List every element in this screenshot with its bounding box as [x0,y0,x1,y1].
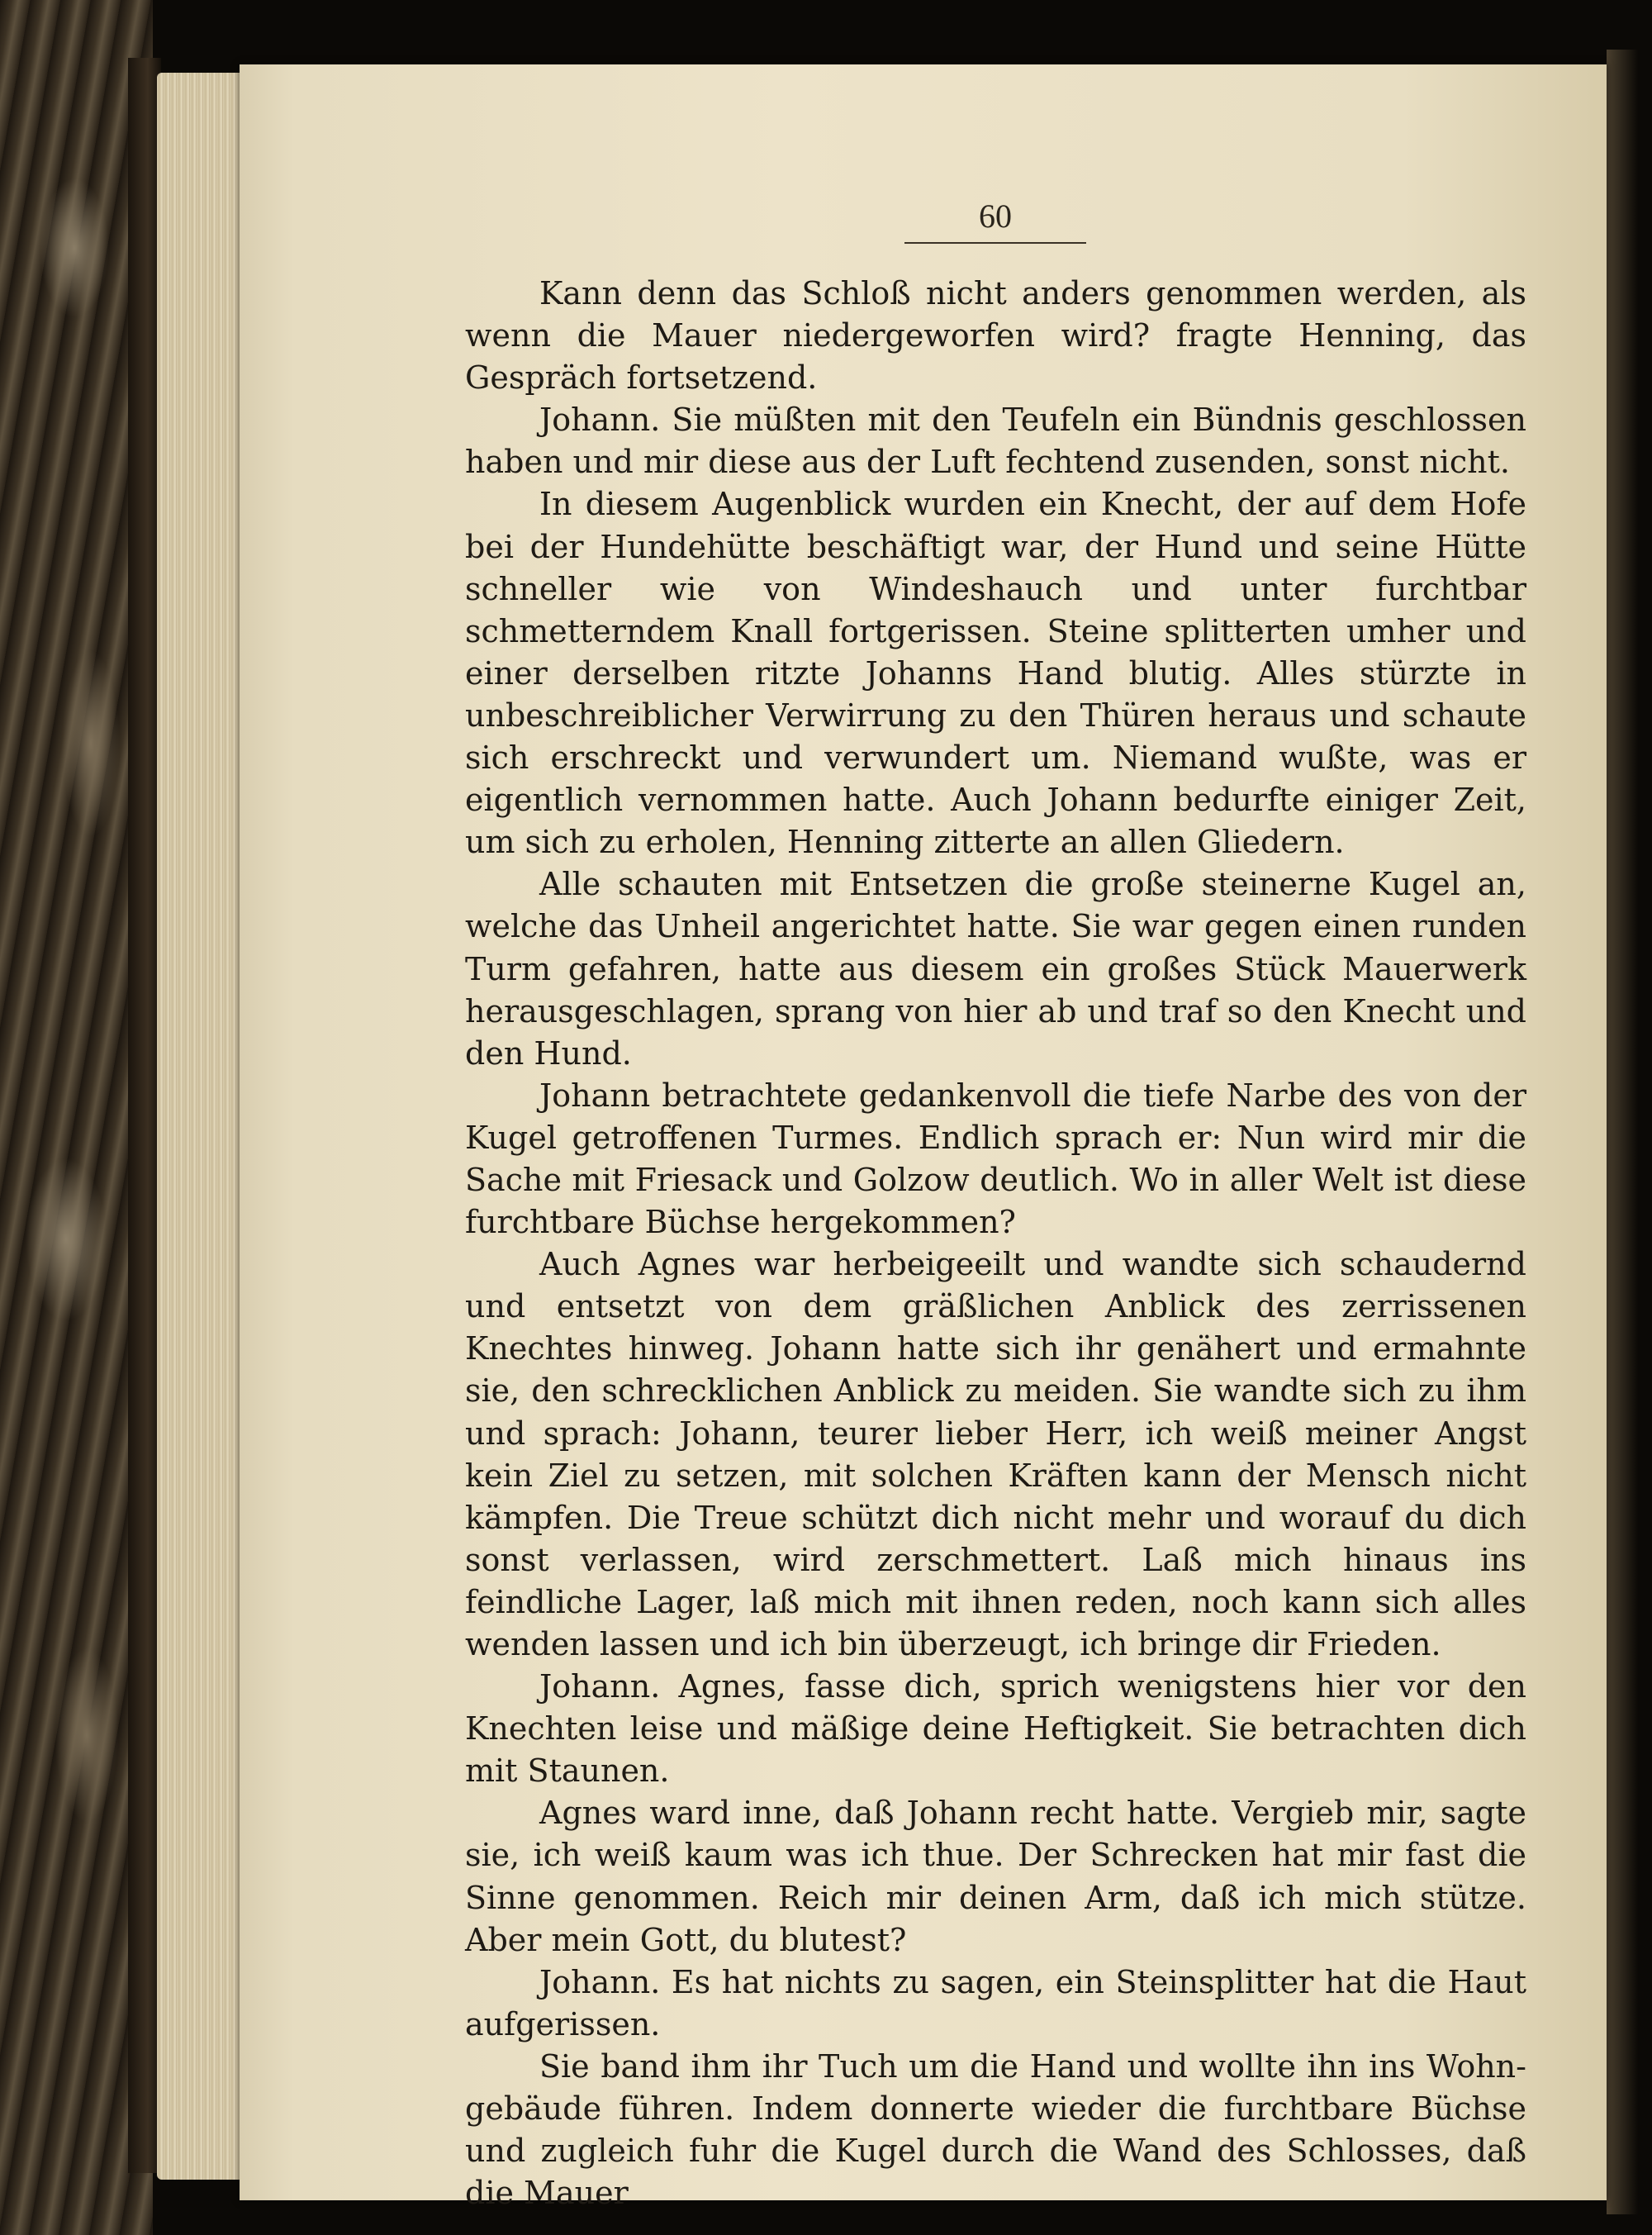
page-body [465,273,1526,2214]
paragraph: Auch Agnes war herbeigeeilt und wandte sich schaudernd und entsetzt von dem gräßlichen Anblick des zerrissenen Knechtes hinweg. Johann hatte sich ihr genähert und ermahnte sie, den schrecklichen Anblick zu meiden. Sie wandte sich zu ihm und sprach: Johann, teurer lieber Herr, ich weiß meiner Angst kein Ziel zu setzen, mit solchen Kräften kann der Mensch nicht kämpfen. Die Treue schützt dich nicht mehr und worauf du dich sonst verlassen, wird zerschmettert. Laß mich hinaus ins feindliche Lager, laß mich mit ihnen reden, noch kann sich alles wenden lassen und ich bin überzeugt, ich bringe dir Frieden. [465,1246,1526,1662]
paragraph: In diesem Augenblick wurden ein Knecht, der auf dem Hofe bei der Hundehütte beschäftigt war, der Hund und seine Hütte schneller wie von Windeshauch und unter furchtbar schmetterndem Knall fortgerissen. Steine splitterten umher und einer derselben ritzte Johanns Hand blutig. Alles stürzte in unbeschreiblicher Verwirrung zu den Thüren heraus und schaute sich erschreckt und verwundert um. Niemand wußte, was er eigentlich vernommen hatte. Auch Johann bedurfte einiger Zeit, um sich zu erholen, Henning zitterte an allen Gliedern. [465,486,1526,861]
paragraph: Johann betrachtete gedankenvoll die tiefe Narbe des von der Kugel getroffenen Turmes. Endlich sprach er: Nun wird mir die Sache mit Friesack und Golzow deutlich. Wo in aller Welt ist diese furchtbare Büchse hergekommen? [465,1077,1526,1241]
paragraph: Kann denn das Schloß nicht anders genommen werden, als wenn die Mauer niedergeworfen wird? fragte Henning, das Gespräch fortsetzend. [465,275,1526,397]
cover-edge [128,58,161,2173]
page-edges [157,73,248,2180]
paragraph: Johann. Es hat nichts zu sagen, ein Steinsplitter hat die Haut aufgerissen. [465,1963,1526,2042]
gutter-shadow [1607,50,1652,2214]
paragraph: Johann. Agnes, fasse dich, sprich wenigstens hier vor den Knechten leise und mäßige deine Heftigkeit. Sie betrachten dich mit Staunen. [465,1668,1526,1790]
paragraph: Johann. Sie müßten mit den Teufeln ein Bündnis geschlossen haben und mir diese aus der Luft fechtend zusenden, sonst nicht. [465,402,1526,481]
paragraph: Sie band ihm ihr Tuch um die Hand und wollte ihn ins Wohngebäude führen. Indem donnerte wieder die furchtbare Büchse und zugleich fuhr die Kugel durch die Wand des Schlosses, daß die Mauer [465,2047,1526,2212]
page-number: 60 [979,197,1012,235]
paragraph: Alle schauten mit Entsetzen die große steinerne Kugel an, welche das Unheil angerichtet hatte. Sie war gegen einen runden Turm gefahren, hatte aus diesem ein großes Stück Mauerwerk herausgeschlagen, sprang von hier ab und traf so den Knecht und den Hund. [465,866,1526,1072]
paragraph: Agnes ward inne, daß Johann recht hatte. Vergieb mir, sagte sie, ich weiß kaum was ich thue. Der Schrecken hat mir fast die Sinne genommen. Reich mir deinen Arm, daß ich mich stütze. Aber mein Gott, du blutest? [465,1795,1526,1958]
page-number-rule [904,242,1086,244]
